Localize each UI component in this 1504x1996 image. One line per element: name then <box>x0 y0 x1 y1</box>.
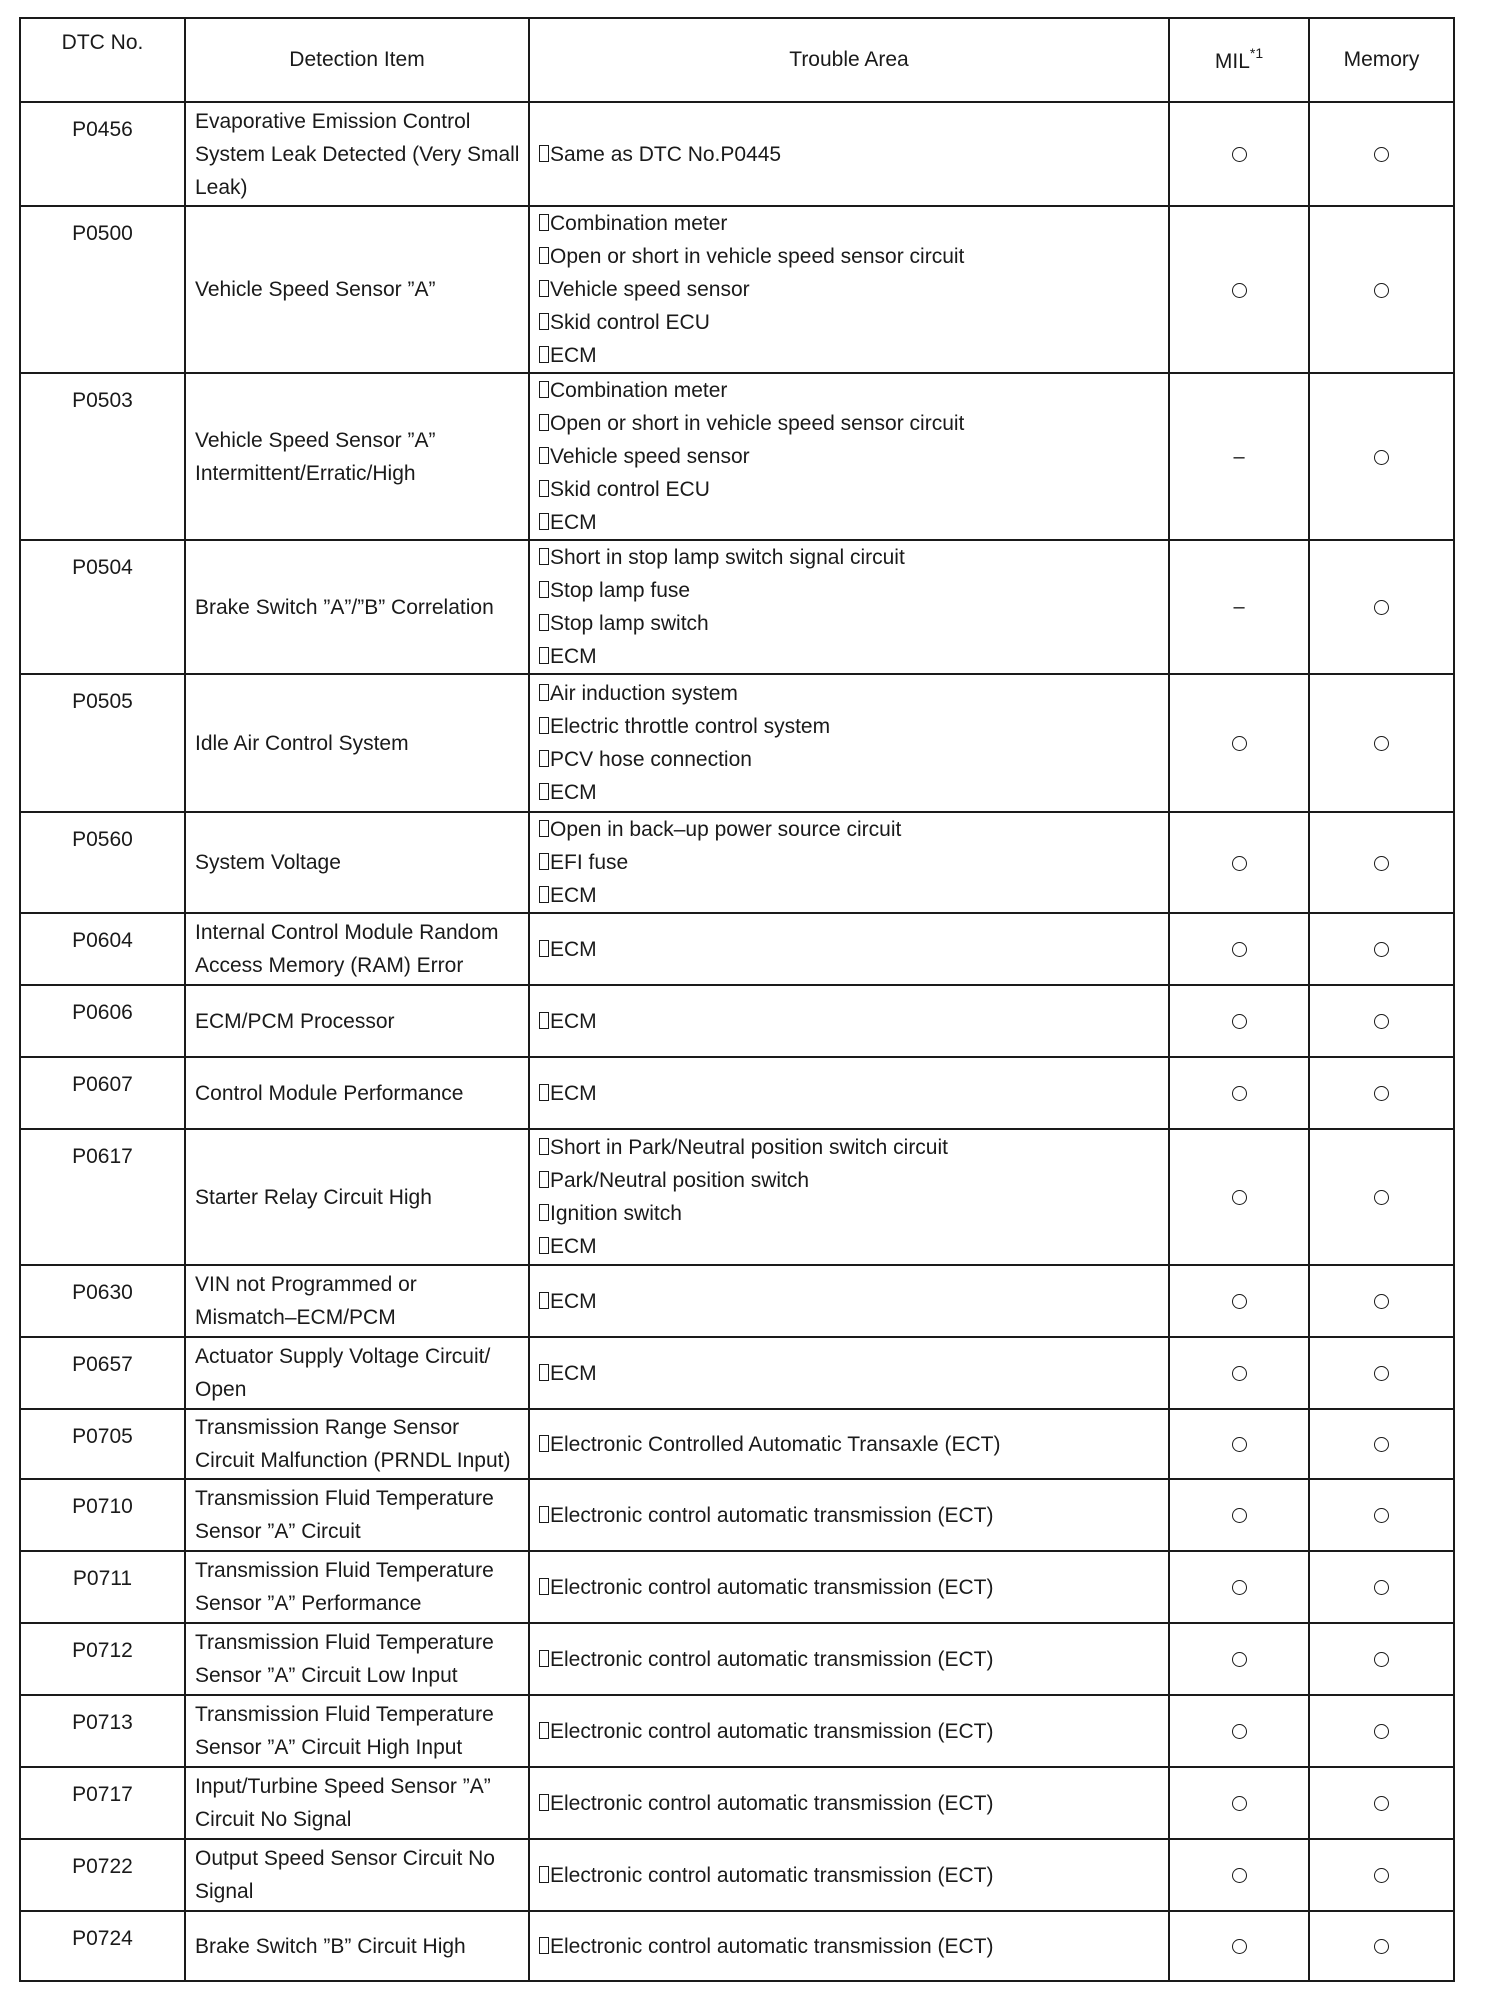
dtc-table <box>19 17 1455 1982</box>
trouble-area-text: Electronic Controlled Automatic Transaxle (ECT) <box>550 1432 1001 1456</box>
trouble-area-item <box>539 743 1168 776</box>
table-row <box>20 1839 1454 1911</box>
bullet-box-icon <box>539 717 549 734</box>
memory-indicator <box>1309 373 1454 540</box>
trouble-area-text: ECM <box>550 1289 597 1313</box>
bullet-box-icon <box>539 548 549 565</box>
memory-indicator <box>1309 102 1454 206</box>
circle-icon <box>1232 942 1247 957</box>
bullet-box-icon <box>539 1292 549 1309</box>
trouble-area-item <box>539 440 1168 473</box>
trouble-area <box>529 1695 1169 1767</box>
table-row <box>20 1265 1454 1337</box>
bullet-box-icon <box>539 853 549 870</box>
table-row <box>20 1337 1454 1409</box>
trouble-area-item <box>539 339 1168 372</box>
circle-icon <box>1232 1580 1247 1595</box>
memory-indicator <box>1309 540 1454 674</box>
dtc-code: P0456 <box>20 102 185 206</box>
bullet-box-icon <box>539 886 549 903</box>
detection-item: ECM/PCM Processor <box>185 985 529 1057</box>
mil-indicator <box>1169 540 1309 674</box>
circle-icon <box>1232 1652 1247 1667</box>
trouble-area-text: Electric throttle control system <box>550 715 831 738</box>
mil-indicator <box>1169 674 1309 812</box>
bullet-box-icon <box>539 1722 549 1739</box>
bullet-box-icon <box>539 1506 549 1523</box>
trouble-area-item <box>539 1357 1168 1390</box>
mil-indicator <box>1169 373 1309 540</box>
trouble-area-text: Skid control ECU <box>550 311 710 334</box>
bullet-box-icon <box>539 280 549 297</box>
bullet-box-icon <box>539 1866 549 1883</box>
bullet-box-icon <box>539 346 549 363</box>
trouble-area-text: Combination meter <box>550 212 728 235</box>
trouble-area-item <box>539 1428 1168 1461</box>
trouble-area-text: ECM <box>550 1009 597 1033</box>
header-mil-note: *1 <box>1249 44 1264 61</box>
detection-item: Vehicle Speed Sensor ”A” <box>185 206 529 373</box>
trouble-area-item <box>539 1131 1168 1164</box>
table-row <box>20 102 1454 206</box>
detection-item: Internal Control Module Random Access Memory (RAM) Error <box>185 913 529 985</box>
circle-icon <box>1374 1796 1389 1811</box>
trouble-area <box>529 674 1169 812</box>
memory-indicator <box>1309 1265 1454 1337</box>
trouble-area-item <box>539 1285 1168 1318</box>
circle-icon <box>1374 1939 1389 1954</box>
table-row <box>20 812 1454 913</box>
detection-item: Control Module Performance <box>185 1057 529 1129</box>
trouble-area-text: PCV hose connection <box>550 748 752 771</box>
trouble-area-text: Short in stop lamp switch signal circuit <box>550 546 905 569</box>
circle-icon <box>1374 1190 1389 1205</box>
header-memory: Memory <box>1309 18 1454 102</box>
bullet-box-icon <box>539 1204 549 1221</box>
table-body <box>20 102 1454 1981</box>
memory-indicator <box>1309 1695 1454 1767</box>
circle-icon <box>1374 1014 1389 1029</box>
bullet-box-icon <box>539 480 549 497</box>
detection-item: System Voltage <box>185 812 529 913</box>
bullet-box-icon <box>539 614 549 631</box>
mil-indicator <box>1169 206 1309 373</box>
mil-indicator <box>1169 1911 1309 1981</box>
trouble-area-text: Skid control ECU <box>550 478 710 501</box>
table-row <box>20 985 1454 1057</box>
dtc-code: P0504 <box>20 540 185 674</box>
bullet-box-icon <box>539 1937 549 1954</box>
bullet-box-icon <box>539 1084 549 1101</box>
trouble-area-text: Electronic control automatic transmission (ECT) <box>550 1719 994 1743</box>
memory-indicator <box>1309 1057 1454 1129</box>
memory-indicator <box>1309 985 1454 1057</box>
bullet-box-icon <box>539 783 549 800</box>
mil-indicator <box>1169 1623 1309 1695</box>
circle-icon <box>1374 1580 1389 1595</box>
detection-item: Transmission Fluid Temperature Sensor ”A” Circuit <box>185 1479 529 1551</box>
bullet-box-icon <box>539 820 549 837</box>
trouble-area <box>529 913 1169 985</box>
memory-indicator <box>1309 1839 1454 1911</box>
trouble-area <box>529 1337 1169 1409</box>
header-row <box>20 18 1454 102</box>
circle-icon <box>1374 1086 1389 1101</box>
trouble-area-text: Combination meter <box>550 379 728 402</box>
trouble-area-item <box>539 407 1168 440</box>
trouble-area <box>529 1911 1169 1981</box>
trouble-area <box>529 206 1169 373</box>
memory-indicator <box>1309 1479 1454 1551</box>
trouble-area-item <box>539 541 1168 574</box>
circle-icon <box>1232 1437 1247 1452</box>
trouble-area-item <box>539 813 1168 846</box>
table-row <box>20 373 1454 540</box>
trouble-area-text: ECM <box>550 937 597 961</box>
circle-icon <box>1374 600 1389 615</box>
table-row <box>20 206 1454 373</box>
dtc-code: P0713 <box>20 1695 185 1767</box>
mil-indicator <box>1169 913 1309 985</box>
dtc-code: P0657 <box>20 1337 185 1409</box>
dtc-code: P0607 <box>20 1057 185 1129</box>
trouble-area-text: Vehicle speed sensor <box>550 278 750 301</box>
table-row <box>20 1695 1454 1767</box>
trouble-area-item <box>539 607 1168 640</box>
trouble-area <box>529 1129 1169 1265</box>
bullet-box-icon <box>539 1138 549 1155</box>
trouble-area-text: Ignition switch <box>550 1202 682 1225</box>
circle-icon <box>1232 1508 1247 1523</box>
trouble-area <box>529 985 1169 1057</box>
dtc-code: P0560 <box>20 812 185 913</box>
dtc-code: P0604 <box>20 913 185 985</box>
memory-indicator <box>1309 913 1454 985</box>
detection-item: VIN not Programmed or Mismatch–ECM/PCM <box>185 1265 529 1337</box>
circle-icon <box>1232 1939 1247 1954</box>
detection-item: Transmission Fluid Temperature Sensor ”A” Circuit High Input <box>185 1695 529 1767</box>
dtc-code: P0717 <box>20 1767 185 1839</box>
circle-icon <box>1232 283 1247 298</box>
trouble-area-item <box>539 473 1168 506</box>
bullet-box-icon <box>539 214 549 231</box>
trouble-area-text: Park/Neutral position switch <box>550 1169 810 1192</box>
table-row <box>20 1551 1454 1623</box>
bullet-box-icon <box>539 1578 549 1595</box>
detection-item: Starter Relay Circuit High <box>185 1129 529 1265</box>
trouble-area-text: ECM <box>550 1081 597 1105</box>
dtc-code: P0712 <box>20 1623 185 1695</box>
detection-item: Vehicle Speed Sensor ”A” Intermittent/Erratic/High <box>185 373 529 540</box>
bullet-box-icon <box>539 1012 549 1029</box>
trouble-area-text: Short in Park/Neutral position switch circuit <box>550 1136 948 1159</box>
memory-indicator <box>1309 1129 1454 1265</box>
table-row <box>20 1623 1454 1695</box>
circle-icon <box>1232 1190 1247 1205</box>
bullet-box-icon <box>539 647 549 664</box>
memory-indicator <box>1309 1623 1454 1695</box>
trouble-area-text: ECM <box>550 1361 597 1385</box>
bullet-box-icon <box>539 684 549 701</box>
mil-indicator <box>1169 812 1309 913</box>
trouble-area-item <box>539 1499 1168 1532</box>
detection-item: Evaporative Emission Control System Leak Detected (Very Small Leak) <box>185 102 529 206</box>
dtc-code: P0606 <box>20 985 185 1057</box>
trouble-area-item <box>539 776 1168 809</box>
table-header <box>20 18 1454 102</box>
trouble-area-text: ECM <box>550 511 597 534</box>
trouble-area-item <box>539 1787 1168 1820</box>
mil-indicator <box>1169 1767 1309 1839</box>
bullet-box-icon <box>539 750 549 767</box>
trouble-area <box>529 540 1169 674</box>
trouble-area-item <box>539 846 1168 879</box>
header-mil-label: MIL <box>1214 49 1250 73</box>
trouble-area-text: Air induction system <box>550 682 738 705</box>
circle-icon <box>1374 1508 1389 1523</box>
table-row <box>20 1409 1454 1479</box>
detection-item: Input/Turbine Speed Sensor ”A” Circuit No Signal <box>185 1767 529 1839</box>
detection-item: Transmission Fluid Temperature Sensor ”A” Performance <box>185 1551 529 1623</box>
bullet-box-icon <box>539 513 549 530</box>
trouble-area <box>529 812 1169 913</box>
trouble-area-item <box>539 1197 1168 1230</box>
trouble-area-item <box>539 1930 1168 1963</box>
trouble-area <box>529 102 1169 206</box>
circle-icon <box>1374 1366 1389 1381</box>
dtc-code: P0711 <box>20 1551 185 1623</box>
trouble-area <box>529 1839 1169 1911</box>
table-row <box>20 674 1454 812</box>
memory-indicator <box>1309 1409 1454 1479</box>
trouble-area <box>529 1623 1169 1695</box>
mil-indicator <box>1169 1479 1309 1551</box>
bullet-box-icon <box>539 447 549 464</box>
mil-indicator <box>1169 1409 1309 1479</box>
trouble-area-item <box>539 879 1168 912</box>
trouble-area-item <box>539 1643 1168 1676</box>
circle-icon <box>1374 450 1389 465</box>
circle-icon <box>1232 1868 1247 1883</box>
mil-indicator <box>1169 1129 1309 1265</box>
header-mil <box>1169 18 1309 102</box>
dash-icon: – <box>1233 596 1245 618</box>
bullet-box-icon <box>539 247 549 264</box>
trouble-area-text: EFI fuse <box>550 851 629 874</box>
circle-icon <box>1232 1724 1247 1739</box>
dtc-code: P0710 <box>20 1479 185 1551</box>
bullet-box-icon <box>539 1650 549 1667</box>
trouble-area-item <box>539 506 1168 539</box>
dash-icon: – <box>1233 445 1245 468</box>
trouble-area-item <box>539 1859 1168 1892</box>
dtc-code: P0705 <box>20 1409 185 1479</box>
trouble-area-text: Open in back–up power source circuit <box>550 818 902 841</box>
trouble-area-text: ECM <box>550 781 597 804</box>
circle-icon <box>1232 1014 1247 1029</box>
mil-indicator <box>1169 1337 1309 1409</box>
bullet-box-icon <box>539 145 549 162</box>
trouble-area <box>529 1767 1169 1839</box>
circle-icon <box>1232 1366 1247 1381</box>
mil-indicator <box>1169 1839 1309 1911</box>
detection-item: Actuator Supply Voltage Circuit/ Open <box>185 1337 529 1409</box>
trouble-area-item <box>539 640 1168 673</box>
circle-icon <box>1232 856 1247 871</box>
bullet-box-icon <box>539 1171 549 1188</box>
circle-icon <box>1232 147 1247 162</box>
trouble-area-text: Open or short in vehicle speed sensor circuit <box>550 412 965 435</box>
bullet-box-icon <box>539 1237 549 1254</box>
trouble-area-item <box>539 1230 1168 1263</box>
trouble-area-item <box>539 240 1168 273</box>
circle-icon <box>1374 1652 1389 1667</box>
dtc-code: P0503 <box>20 373 185 540</box>
table-row <box>20 1767 1454 1839</box>
trouble-area-text: Stop lamp fuse <box>550 579 691 602</box>
mil-indicator <box>1169 102 1309 206</box>
trouble-area <box>529 373 1169 540</box>
trouble-area <box>529 1409 1169 1479</box>
trouble-area-text: Electronic control automatic transmission (ECT) <box>550 1503 994 1527</box>
trouble-area <box>529 1265 1169 1337</box>
memory-indicator <box>1309 1911 1454 1981</box>
trouble-area-item <box>539 1005 1168 1038</box>
detection-item: Transmission Range Sensor Circuit Malfunction (PRNDL Input) <box>185 1409 529 1479</box>
trouble-area-text: ECM <box>550 884 597 907</box>
trouble-area-item <box>539 374 1168 407</box>
mil-indicator <box>1169 1265 1309 1337</box>
detection-item: Transmission Fluid Temperature Sensor ”A” Circuit Low Input <box>185 1623 529 1695</box>
trouble-area-item <box>539 933 1168 966</box>
trouble-area <box>529 1057 1169 1129</box>
trouble-area-text: ECM <box>550 645 597 668</box>
trouble-area-item <box>539 574 1168 607</box>
circle-icon <box>1374 1724 1389 1739</box>
bullet-box-icon <box>539 313 549 330</box>
dtc-code: P0630 <box>20 1265 185 1337</box>
trouble-area-item <box>539 1077 1168 1110</box>
trouble-area-item <box>539 207 1168 240</box>
trouble-area-item <box>539 1571 1168 1604</box>
trouble-area-item <box>539 138 1168 171</box>
table-row <box>20 1479 1454 1551</box>
bullet-box-icon <box>539 940 549 957</box>
circle-icon <box>1374 147 1389 162</box>
mil-indicator <box>1169 1057 1309 1129</box>
mil-indicator <box>1169 985 1309 1057</box>
table-row <box>20 1057 1454 1129</box>
memory-indicator <box>1309 1337 1454 1409</box>
circle-icon <box>1374 856 1389 871</box>
circle-icon <box>1232 1294 1247 1309</box>
bullet-box-icon <box>539 381 549 398</box>
bullet-box-icon <box>539 414 549 431</box>
trouble-area-text: Electronic control automatic transmission (ECT) <box>550 1575 994 1599</box>
trouble-area-text: Same as DTC No.P0445 <box>550 142 782 166</box>
header-trouble-area: Trouble Area <box>529 18 1169 102</box>
trouble-area-item <box>539 306 1168 339</box>
mil-indicator <box>1169 1695 1309 1767</box>
trouble-area-text: Electronic control automatic transmission (ECT) <box>550 1647 994 1671</box>
memory-indicator <box>1309 206 1454 373</box>
circle-icon <box>1232 1796 1247 1811</box>
circle-icon <box>1374 1868 1389 1883</box>
bullet-box-icon <box>539 1794 549 1811</box>
dtc-code: P0617 <box>20 1129 185 1265</box>
memory-indicator <box>1309 1551 1454 1623</box>
trouble-area-text: Stop lamp switch <box>550 612 709 635</box>
circle-icon <box>1232 1086 1247 1101</box>
trouble-area-text: Vehicle speed sensor <box>550 445 750 468</box>
trouble-area <box>529 1479 1169 1551</box>
trouble-area-text: ECM <box>550 1235 597 1258</box>
trouble-area-item <box>539 677 1168 710</box>
bullet-box-icon <box>539 1364 549 1381</box>
detection-item: Output Speed Sensor Circuit No Signal <box>185 1839 529 1911</box>
dtc-code: P0722 <box>20 1839 185 1911</box>
trouble-area-item <box>539 710 1168 743</box>
detection-item: Brake Switch ”A”/”B” Correlation <box>185 540 529 674</box>
trouble-area-text: Open or short in vehicle speed sensor circuit <box>550 245 965 268</box>
memory-indicator <box>1309 674 1454 812</box>
dtc-code: P0724 <box>20 1911 185 1981</box>
trouble-area-text: Electronic control automatic transmission (ECT) <box>550 1934 994 1958</box>
circle-icon <box>1374 736 1389 751</box>
table-row <box>20 540 1454 674</box>
trouble-area-text: Electronic control automatic transmission (ECT) <box>550 1791 994 1815</box>
circle-icon <box>1374 1294 1389 1309</box>
memory-indicator <box>1309 1767 1454 1839</box>
header-dtc-no: DTC No. <box>20 18 185 102</box>
dtc-code: P0500 <box>20 206 185 373</box>
trouble-area-item <box>539 1715 1168 1748</box>
header-detection-item: Detection Item <box>185 18 529 102</box>
memory-indicator <box>1309 812 1454 913</box>
trouble-area-item <box>539 273 1168 306</box>
circle-icon <box>1232 736 1247 751</box>
circle-icon <box>1374 283 1389 298</box>
bullet-box-icon <box>539 1435 549 1452</box>
trouble-area-item <box>539 1164 1168 1197</box>
trouble-area <box>529 1551 1169 1623</box>
table-row <box>20 1911 1454 1981</box>
table-row <box>20 1129 1454 1265</box>
mil-indicator <box>1169 1551 1309 1623</box>
circle-icon <box>1374 1437 1389 1452</box>
bullet-box-icon <box>539 581 549 598</box>
detection-item: Idle Air Control System <box>185 674 529 812</box>
circle-icon <box>1374 942 1389 957</box>
trouble-area-text: Electronic control automatic transmission (ECT) <box>550 1863 994 1887</box>
trouble-area-text: ECM <box>550 344 597 367</box>
table-row <box>20 913 1454 985</box>
dtc-code: P0505 <box>20 674 185 812</box>
detection-item: Brake Switch ”B” Circuit High <box>185 1911 529 1981</box>
